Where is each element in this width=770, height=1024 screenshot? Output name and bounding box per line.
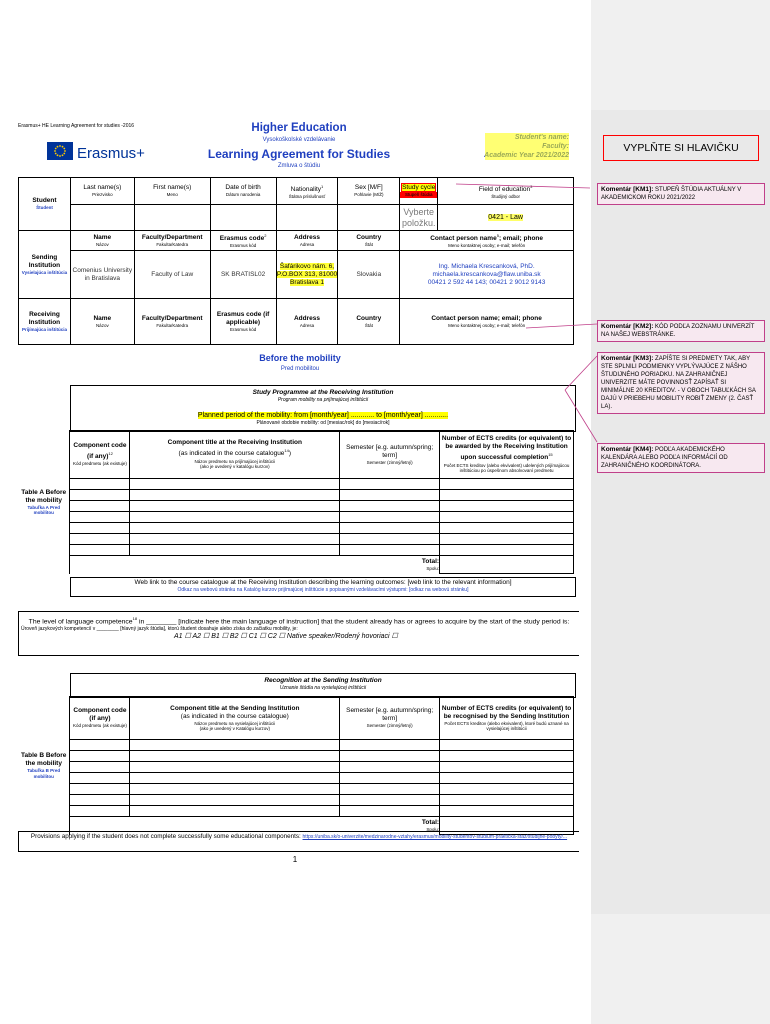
table-b-cell[interactable] (440, 751, 574, 762)
table-b (18, 696, 574, 835)
table-a-cell[interactable] (70, 512, 130, 523)
table-a-title-header: Component title at the Receiving Institution (as indicated in the course catalogue$^{14}$) Názov predmetu na prijímajúcej inštitúcii (ako je uvedený v katalógu kurzov) (130, 431, 340, 479)
header-highlight (485, 133, 569, 160)
table-b-cell[interactable] (130, 740, 340, 751)
comment-connectors (440, 180, 600, 450)
input-sex[interactable] (338, 205, 400, 231)
table-a-cell[interactable] (70, 501, 130, 512)
page-title: Higher Education (251, 122, 347, 134)
table-a-total-value[interactable] (440, 556, 574, 574)
sending-faculty-value: Faculty of Law (134, 251, 210, 299)
recognition-title-sk: Uznanie štúdia na vysielajúcej inštitúcii (279, 685, 367, 691)
comment-km2[interactable]: Komentár [KM2]: KÓD PODĽA ZOZNAMU UNIVERZÍT NA NAŠEJ WEBSTRÁNKE. (597, 320, 765, 342)
table-b-cell[interactable] (130, 751, 340, 762)
table-a-cell[interactable] (340, 545, 440, 556)
table-a-cell[interactable] (340, 501, 440, 512)
sending-erasmus-value: SK BRATISL02 (210, 251, 276, 299)
sending-faculty-header: Faculty/Department Fakulta/Katedra (134, 231, 210, 251)
before-mobility-title-sk: Pred mobilitou (280, 366, 320, 372)
fill-header-box: VYPLŇTE SI HLAVIČKU (603, 135, 759, 161)
table-a-cell[interactable] (340, 490, 440, 501)
receiving-erasmus-header: Erasmus code (if applicable) Erasmus kód (210, 299, 276, 345)
receiving-country-header: Country Štát (338, 299, 400, 345)
before-mobility-title: Before the mobility (259, 353, 341, 363)
receiving-institution-label: Receiving Institution Prijímajúca inštitúcia (19, 299, 71, 345)
table-b-cell[interactable] (70, 773, 130, 784)
table-a-cell[interactable] (130, 479, 340, 490)
table-b-cell[interactable] (440, 762, 574, 773)
table-a-cell[interactable] (340, 523, 440, 534)
table-b-semester-header: Semester [e.g. autumn/spring; term] Semester (zimný/letný) (340, 697, 440, 740)
table-b-cell[interactable] (340, 784, 440, 795)
language-text-sk: Úroveň jazykových kompetencií v ________ [hlavný jazyk štúdia], ktorú študent dosahuje alebo získa do začiatku mobility, je: (21, 626, 298, 633)
table-a-total-label: Total: Spolu: (70, 556, 440, 574)
sending-name-header: Name Názov (70, 231, 134, 251)
receiving-name-header: Name Názov (70, 299, 134, 345)
receiving-faculty-header: Faculty/Department Fakulta/Katedra (134, 299, 210, 345)
field-of-education-value[interactable]: 0421 - Law (438, 205, 574, 231)
table-b-cell[interactable] (130, 806, 340, 817)
page-number: 1 (292, 855, 298, 864)
table-b-cell[interactable] (340, 740, 440, 751)
eu-flag-icon (47, 142, 73, 160)
table-b-cell[interactable] (340, 762, 440, 773)
receiving-address-header: Address Adresa (276, 299, 338, 345)
table-b-cell[interactable] (130, 795, 340, 806)
provisions-text: Provisions applying if the student does not complete successfully some educational components: https://uniba.sk/o-univerzite/medzinarodne-vztahy/erasmus/mobility-studentov-studium-prakticka-staz/studijne-pobyty/... (30, 833, 568, 840)
sending-institution-label: Sending Institution Vysielajúca inštitúcia (19, 231, 71, 299)
table-b-cell[interactable] (70, 784, 130, 795)
table-b-cell[interactable] (440, 773, 574, 784)
comment-km3[interactable]: Komentár [KM3]: ZAPÍŠTE SI PREDMETY TAK, ABY STE SPLNILI PODMIENKY VYPLÝVAJÚCE Z NÁŠHO ŠTUDIJNÉHO PORIADKU. NA ZAHRANIČNEJ UNIVERZITE MÁTE POVINNOSŤ ZAPÍSAŤ SI MINIMÁLNE 20 KREDITOV. - V OBOCH TABUĽKÁCH SA DAJÚ V PRIEBEHU MOBILITY ROBIŤ ZMENY (2. ČASŤ LA). (597, 352, 765, 414)
comment-km1[interactable]: Komentár [KM1]: STUPEŇ ŠTÚDIA AKTUÁLNY V AKADEMICKOM ROKU 2021/2022 (597, 183, 765, 205)
table-b-cell[interactable] (70, 806, 130, 817)
table-b-cell[interactable] (130, 784, 340, 795)
table-a-cell[interactable] (70, 534, 130, 545)
table-a-cell[interactable] (70, 479, 130, 490)
provisions-box (18, 831, 579, 852)
receiving-contact-header: Contact person name; email; phone Meno kontaktnej osoby; e-mail; telefón (400, 299, 574, 345)
table-a-cell[interactable] (440, 490, 574, 501)
weblink-text[interactable]: Web link to the course catalogue at the Receiving Institution describing the learning outcomes: [web link to the relevant information] (134, 579, 512, 586)
table-a-semester-header: Semester [e.g. autumn/spring; term] Semester (zimný/letný) (340, 431, 440, 479)
col-nationality: Nationality$^1$ Štátna príslušnosť (276, 178, 338, 205)
table-a-cell[interactable] (130, 523, 340, 534)
study-cycle-select[interactable]: Vyberte položku. (400, 205, 438, 231)
table-a-cell[interactable] (340, 512, 440, 523)
sending-country-value: Slovakia (338, 251, 400, 299)
table-b-label: Table B Before the mobility Tabuľka B Pred mobilitou (18, 697, 70, 835)
document-topline: Erasmus+ HE Learning Agreement for studies -2016 (18, 123, 135, 129)
comment-km4[interactable]: Komentár [KM4]: PODĽA AKADEMICKÉHO KALENDÁRA ALEBO PODĽA INFORMÁCIÍ OD ZAHRANIČNÉHO KOORDINÁTORA. (597, 443, 765, 473)
table-a-cell[interactable] (130, 490, 340, 501)
table-b-ects-header: Number of ECTS credits (or equivalent) to be recognised by the Sending Institution Počet ECTS kreditov (alebo ekvivalent), ktoré budú uznané na vysielajúcej inštitúcii (440, 697, 574, 740)
sending-name-value: Comenius University in Bratislava (70, 251, 134, 299)
table-b-cell[interactable] (440, 784, 574, 795)
table-b-cell[interactable] (340, 806, 440, 817)
sending-address-header: Address Adresa (276, 231, 338, 251)
input-first-name[interactable] (134, 205, 210, 231)
table-a-cell[interactable] (440, 501, 574, 512)
table-b-cell[interactable] (440, 806, 574, 817)
page-subtitle-sk: Zmluva o štúdiu (277, 163, 321, 169)
table-a-cell[interactable] (440, 523, 574, 534)
sending-erasmus-header: Erasmus code$^2$ Erasmus kód (210, 231, 276, 251)
comment-margin (591, 110, 770, 914)
table-a-cell[interactable] (70, 490, 130, 501)
col-study-cycle: Study cycle Stupeň štúdia (400, 178, 438, 205)
table-b-cell[interactable] (340, 773, 440, 784)
programme-title: Study Programme at the Receiving Institution (252, 389, 394, 396)
table-b-cell[interactable] (340, 795, 440, 806)
input-last-name[interactable] (70, 205, 134, 231)
table-a-cell[interactable] (70, 545, 130, 556)
table-b-cell[interactable] (440, 795, 574, 806)
table-a-cell[interactable] (130, 534, 340, 545)
weblink-text-sk: Odkaz na webovú stránku na Katalóg kurzov prijímajúcej inštitúcie s popisanými vzdelávacími výstupmi: [odkaz na webovú stránku] (177, 587, 469, 593)
sending-contact-header: Contact person name$^5$; email; phone Meno kontaktnej osoby; e-mail; telefón (400, 231, 574, 251)
table-a-cell[interactable] (440, 512, 574, 523)
planned-period[interactable]: Planned period of the mobility: from [month/year] ............ to [month/year] ............ (197, 412, 449, 419)
language-levels[interactable]: A1 ☐ A2 ☐ B1 ☐ B2 ☐ C1 ☐ C2 ☐ Native speaker/Rodený hovoriaci ☐ (174, 633, 398, 641)
recognition-title: Recognition at the Sending Institution (264, 677, 382, 684)
table-a-cell[interactable] (70, 523, 130, 534)
table-a (18, 430, 574, 574)
table-a-cell[interactable] (440, 545, 574, 556)
input-dob[interactable] (210, 205, 276, 231)
table-a-ects-header: Number of ECTS credits (or equivalent) to be awarded by the Receiving Institution upon successful completion$^{15}$ Počet ECTS kreditov (alebo ekvivalent) udelených prijímajúcou inštitúciou po úspešnom absolvovaní predmetu (440, 431, 574, 479)
table-a-label: Table A Before the mobility Tabuľka A Pred mobilitou (18, 431, 70, 574)
table-a-code-header: Component code (if any)$^{12}$ Kód predmetu (ak existuje) (70, 431, 130, 479)
page-title-sk: Vysokoškolské vzdelávanie (262, 137, 336, 143)
col-first-name: First name(s) Meno (134, 178, 210, 205)
table-b-cell[interactable] (440, 740, 574, 751)
col-dob: Date of birth Dátum narodenia (210, 178, 276, 205)
table-b-cell[interactable] (70, 740, 130, 751)
page-subtitle: Learning Agreement for Studies (207, 147, 391, 161)
table-b-cell[interactable] (70, 751, 130, 762)
col-sex: Sex [M/F] Pohlavie (M/Ž) (338, 178, 400, 205)
table-a-cell[interactable] (130, 545, 340, 556)
weblink-box (70, 577, 576, 597)
language-text: The level of language competence$^{18}$ in ________ [indicate here the main language of instruction] that the student already has or agrees to acquire by the start of the study period is: (28, 616, 570, 626)
table-a-cell[interactable] (340, 534, 440, 545)
programme-title-sk: Program mobility na prijímajúcej inštitúcii (277, 397, 369, 403)
language-box (18, 611, 579, 656)
student-row-label: Student Študent (19, 178, 71, 231)
erasmus-logo-text: Erasmus+ (77, 145, 145, 162)
table-a-cell[interactable] (440, 479, 574, 490)
sending-country-header: Country Štát (338, 231, 400, 251)
table-b-cell[interactable] (70, 762, 130, 773)
table-b-total-label: Total: Spolu: (70, 817, 440, 835)
col-last-name: Last name(s) Priezvisko (70, 178, 134, 205)
input-nationality[interactable] (276, 205, 338, 231)
table-a-cell[interactable] (440, 534, 574, 545)
table-b-cell[interactable] (340, 751, 440, 762)
provisions-link[interactable]: https://uniba.sk/o-univerzite/medzinarodne-vztahy/erasmus/mobility-studentov-studium-prakticka-staz/studijne-pobyty/... (302, 834, 568, 840)
table-a-cell[interactable] (130, 501, 340, 512)
col-field: Field of education$^3$ Študijný odbor (438, 178, 574, 205)
sending-contact-value: Ing. Michaela Krescanková, PhD. michaela.krescankova@flaw.uniba.sk 00421 2 592 44 143; 00421 2 9012 9143 (400, 251, 574, 299)
table-b-code-header: Component code (if any) Kód predmetu (ak existuje) (70, 697, 130, 740)
sending-address-value: Šafárikovo nám. 6, P.O.BOX 313, 81000 Bratislava 1 (276, 251, 338, 299)
table-a-cell[interactable] (130, 512, 340, 523)
table-b-cell[interactable] (130, 762, 340, 773)
table-b-cell[interactable] (130, 773, 340, 784)
table-a-cell[interactable] (340, 479, 440, 490)
recognition-box (70, 673, 576, 698)
table-b-title-header: Component title at the Sending Institution (as indicated in the course catalogue) Názov predmetu na vysielajúcej inštitúcii (ako je uvedený v Katalógu kurzov) (130, 697, 340, 740)
planned-period-sk: Plánované obdobie mobility: od [mesiac/rok] do [mesiac/rok] (256, 420, 390, 426)
table-b-cell[interactable] (70, 795, 130, 806)
